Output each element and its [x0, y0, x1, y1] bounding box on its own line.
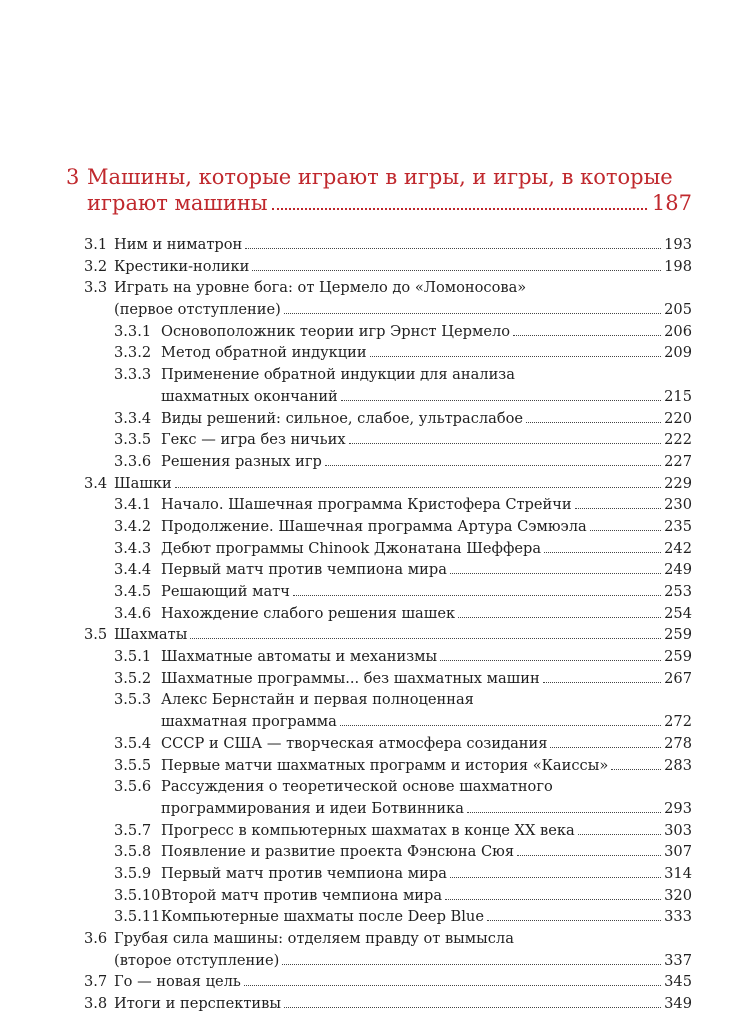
section-title: Решения разных игр	[161, 452, 322, 470]
dot-leader	[543, 682, 661, 683]
section-number: 3.4.1	[114, 496, 152, 514]
section-title: Появление и развитие проекта Фэнсюна Сюя	[161, 843, 515, 861]
toc-list	[84, 234, 692, 1015]
toc-entry	[84, 624, 692, 646]
toc-entry-line	[84, 581, 692, 603]
toc-entry-line	[84, 668, 692, 690]
section-number: 3.5.7	[114, 821, 152, 839]
section-title: шахматных окончаний	[161, 387, 338, 405]
page-number: 314	[664, 864, 692, 882]
section-title: Шашки	[114, 474, 172, 492]
toc-entry-line	[84, 234, 692, 256]
dot-leader	[575, 508, 662, 509]
toc-entry	[84, 342, 692, 364]
dot-leader	[282, 964, 661, 965]
section-number: 3.5.3	[114, 691, 152, 709]
section-title: Первый матч против чемпиона мира	[161, 864, 447, 882]
toc-entry-line	[84, 603, 692, 625]
toc-entry	[84, 885, 692, 907]
section-number: 3.5	[84, 626, 108, 644]
dot-leader	[458, 617, 661, 618]
section-number: 3.5.10	[114, 886, 161, 904]
toc-entry	[84, 993, 692, 1015]
toc-entry	[84, 516, 692, 538]
toc-entry-line	[84, 516, 692, 538]
section-title: Гекс — игра без ничьих	[161, 431, 346, 449]
dot-leader	[578, 834, 661, 835]
toc-entry-line	[84, 299, 692, 321]
toc-entry	[84, 408, 692, 430]
section-title: Итоги и перспективы	[114, 995, 281, 1013]
toc-entry-line	[84, 928, 692, 950]
toc-entry	[84, 689, 692, 732]
toc-entry	[84, 776, 692, 819]
toc-entry	[84, 538, 692, 560]
toc-entry-line	[84, 342, 692, 364]
section-number: 3.3.4	[114, 409, 152, 427]
toc-entry	[84, 581, 692, 603]
dot-leader	[175, 487, 661, 488]
dot-leader	[272, 208, 647, 210]
toc-entry-line	[84, 841, 692, 863]
toc-entry	[84, 256, 692, 278]
page-number: 278	[664, 734, 692, 752]
toc-entry-line	[84, 906, 692, 928]
section-title: Дебют программы Chinook Джонатана Шеффера	[161, 539, 542, 557]
page-number: 320	[664, 886, 692, 904]
dot-leader	[245, 248, 661, 249]
toc-entry	[84, 494, 692, 516]
chapter-title-row-2	[87, 191, 692, 215]
toc-entry	[84, 429, 692, 451]
section-title: Компьютерные шахматы после Deep Blue	[161, 908, 484, 926]
section-number: 3.3.6	[114, 452, 152, 470]
toc-entry	[84, 863, 692, 885]
toc-entry-line	[84, 364, 692, 386]
section-number: 3.4.5	[114, 583, 152, 600]
toc-entry	[84, 820, 692, 842]
toc-entry	[84, 755, 692, 777]
page-number: 259	[664, 648, 692, 666]
toc-entry-line	[84, 863, 692, 885]
page-number: 235	[664, 517, 692, 535]
toc-entry	[84, 928, 692, 971]
dot-leader	[349, 443, 662, 444]
dot-leader	[450, 877, 661, 878]
toc-entry	[84, 603, 692, 625]
chapter-title-line-2: играют машины	[87, 191, 268, 215]
section-title: программирования и идеи Ботвинника	[161, 799, 464, 817]
dot-leader	[550, 747, 661, 748]
toc-entry	[84, 841, 692, 863]
dot-leader	[284, 313, 661, 314]
page-number: 259	[664, 626, 692, 644]
dot-leader	[293, 595, 661, 596]
section-number: 3.7	[84, 973, 108, 991]
toc-entry-line	[84, 755, 692, 777]
section-title: Рассуждения о теоретической основе шахматного	[161, 778, 553, 796]
page-number: 227	[664, 452, 692, 470]
toc-entry-line	[84, 971, 692, 993]
section-number: 3.4.3	[114, 539, 152, 557]
toc-entry-line	[84, 624, 692, 646]
toc-entry	[84, 321, 692, 343]
dot-leader	[544, 552, 661, 553]
chapter-number: 3	[66, 165, 80, 189]
section-number: 3.5.5	[114, 756, 152, 774]
section-number: 3.4.4	[114, 561, 152, 579]
toc-entry-line	[84, 646, 692, 668]
toc-entry-line	[84, 689, 692, 711]
page-number: 206	[664, 322, 692, 340]
page-number: 249	[664, 561, 692, 579]
section-title: Применение обратной индукции для анализа	[161, 366, 515, 384]
dot-leader	[341, 400, 661, 401]
page-number: 349	[664, 995, 692, 1013]
dot-leader	[467, 812, 661, 813]
toc-entry-line	[84, 321, 692, 343]
dot-leader	[340, 725, 661, 726]
toc-entry-line	[84, 950, 692, 972]
page-number: 293	[664, 799, 692, 817]
toc-entry-line	[84, 798, 692, 820]
toc-entry-line	[84, 408, 692, 430]
section-number: 3.5.9	[114, 864, 152, 882]
page-number: 193	[664, 236, 692, 253]
toc-entry-line	[84, 277, 692, 299]
dot-leader	[325, 465, 661, 466]
toc-entry-line	[84, 494, 692, 516]
dot-leader	[440, 660, 661, 661]
section-number: 3.5.2	[114, 669, 152, 687]
page-number: 333	[664, 908, 692, 926]
section-number: 3.8	[84, 995, 108, 1013]
dot-leader	[517, 855, 661, 856]
section-number: 3.3.2	[114, 344, 152, 362]
section-title: Прогресс в компьютерных шахматах в конце XX века	[161, 821, 575, 839]
page-number: 229	[664, 474, 692, 492]
toc-entry-line	[84, 559, 692, 581]
section-title: (второе отступление)	[114, 951, 280, 969]
section-title: Шахматы	[114, 626, 188, 644]
toc-entry-line	[84, 885, 692, 907]
page-number: 307	[664, 843, 692, 861]
section-title: Второй матч против чемпиона мира	[161, 886, 443, 904]
toc-entry	[84, 364, 692, 407]
page-number: 283	[664, 756, 692, 774]
page-number: 345	[664, 973, 692, 991]
chapter-page-number: 187	[651, 191, 692, 215]
section-number: 3.6	[84, 930, 108, 947]
toc-entry	[84, 906, 692, 928]
dot-leader	[526, 422, 661, 423]
section-title: Решающий матч	[161, 583, 290, 600]
toc-entry	[84, 473, 692, 495]
section-number: 3.5.4	[114, 734, 152, 752]
section-title: Го — новая цель	[114, 973, 241, 991]
toc-entry	[84, 277, 692, 320]
section-title: Виды решений: сильное, слабое, ультраслабое	[161, 409, 524, 427]
dot-leader	[252, 270, 661, 271]
page-number: 253	[664, 583, 692, 600]
toc-entry-line	[84, 429, 692, 451]
section-title: Начало. Шашечная программа Кристофера Стрейчи	[161, 496, 572, 514]
toc-entry	[84, 646, 692, 668]
section-number: 3.4	[84, 474, 108, 492]
section-title: Первый матч против чемпиона мира	[161, 561, 447, 579]
dot-leader	[370, 356, 662, 357]
page-number: 242	[664, 539, 692, 557]
section-title: Крестики-нолики	[114, 257, 250, 275]
toc-entry-line	[84, 776, 692, 798]
dot-leader	[487, 920, 661, 921]
page-number: 267	[664, 669, 692, 687]
toc-entry-line	[84, 386, 692, 408]
section-number: 3.1	[84, 236, 108, 253]
section-title: Первые матчи шахматных программ и история «Каиссы»	[161, 756, 609, 774]
section-title: (первое отступление)	[114, 301, 281, 319]
section-number: 3.5.11	[114, 908, 161, 926]
section-title: Продолжение. Шашечная программа Артура Сэмюэла	[161, 517, 587, 535]
toc-entry-line	[84, 820, 692, 842]
section-title: Алекс Бернстайн и первая полноценная	[161, 691, 474, 709]
dot-leader	[590, 530, 661, 531]
section-title: Основоположник теории игр Эрнст Цермело	[161, 322, 511, 340]
toc-entry-line	[84, 733, 692, 755]
dot-leader	[244, 985, 661, 986]
section-title: Нахождение слабого решения шашек	[161, 604, 456, 622]
dot-leader	[513, 335, 661, 336]
section-number: 3.4.6	[114, 604, 152, 622]
toc-entry-line	[84, 473, 692, 495]
section-number: 3.5.8	[114, 843, 152, 861]
dot-leader	[190, 638, 661, 639]
page-number: 220	[664, 409, 692, 427]
toc-entry	[84, 451, 692, 473]
section-number: 3.5.1	[114, 648, 152, 666]
dot-leader	[445, 899, 661, 900]
dot-leader	[450, 573, 661, 574]
section-number: 3.5.6	[114, 778, 152, 796]
page-number: 254	[664, 604, 692, 622]
page-number: 205	[664, 301, 692, 319]
section-title: Метод обратной индукции	[161, 344, 367, 362]
toc-entry-line	[84, 256, 692, 278]
toc-entry-line	[84, 538, 692, 560]
toc-entry-line	[84, 451, 692, 473]
toc-entry	[84, 234, 692, 256]
page-number: 215	[664, 387, 692, 405]
section-title: Ним и ниматрон	[114, 236, 243, 253]
toc-entry-line	[84, 711, 692, 733]
section-number: 3.3.5	[114, 431, 152, 449]
section-number: 3.3.3	[114, 366, 152, 384]
dot-leader	[611, 769, 661, 770]
toc-entry	[84, 733, 692, 755]
section-number: 3.3.1	[114, 322, 152, 340]
dot-leader	[284, 1007, 661, 1008]
section-title: шахматная программа	[161, 713, 337, 731]
page-number: 222	[664, 431, 692, 449]
section-number: 3.2	[84, 257, 108, 275]
page-number: 230	[664, 496, 692, 514]
toc-entry	[84, 559, 692, 581]
toc-entry	[84, 668, 692, 690]
section-title: Играть на уровне бога: от Цермело до «Ломоносова»	[114, 279, 527, 297]
section-title: Шахматные программы... без шахматных машин	[161, 669, 540, 687]
toc-entry-line	[84, 993, 692, 1015]
page-number: 337	[664, 951, 692, 969]
page-number: 198	[664, 257, 692, 275]
page-number: 272	[664, 713, 692, 731]
section-title: Грубая сила машины: отделяем правду от вымысла	[114, 930, 514, 947]
section-title: СССР и США — творческая атмосфера созидания	[161, 734, 548, 752]
section-title: Шахматные автоматы и механизмы	[161, 648, 438, 666]
chapter-title-line-1: Машины, которые играют в игры, и игры, в которые	[87, 165, 673, 189]
page-number: 303	[664, 821, 692, 839]
page-number: 209	[664, 344, 692, 362]
section-number: 3.4.2	[114, 517, 152, 535]
toc-entry	[84, 971, 692, 993]
section-number: 3.3	[84, 279, 108, 297]
